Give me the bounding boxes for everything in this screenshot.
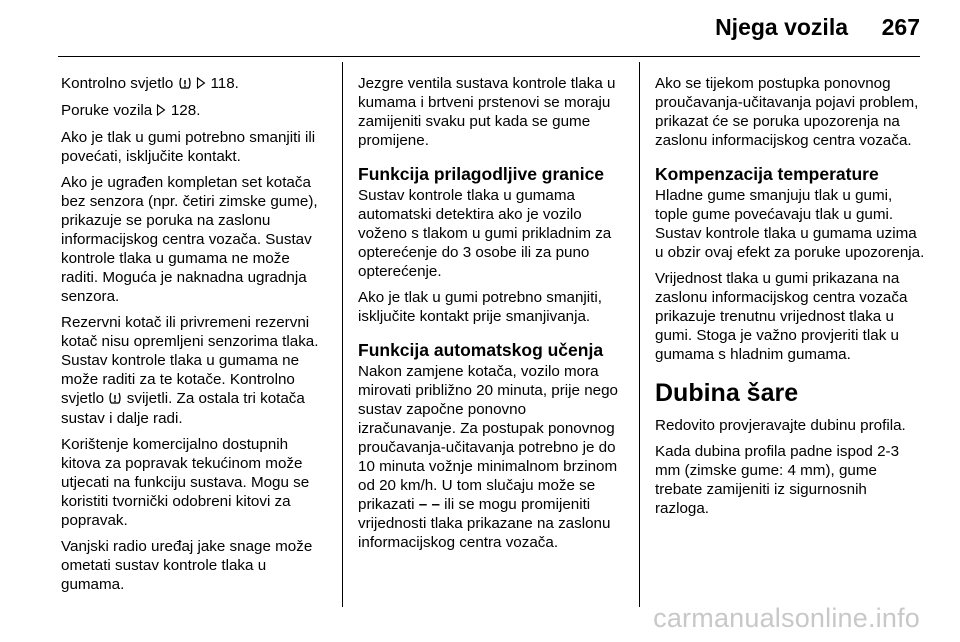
- paragraph: Ako je tlak u gumi potrebno smanjiti, isključite kontakt prije smanjivanja.: [358, 289, 602, 325]
- page-reference: 118.: [210, 75, 239, 92]
- paragraph: Vrijednost tlaka u gumi prikazana na zaslonu informacijskog centra vozača prikazuje trenutnu vrijednost tlaka u gumi. Stoga je važno provjeriti tlak u gumama s hladnim gumama.: [655, 270, 908, 363]
- column-divider-2: [639, 62, 640, 607]
- paragraph: Vanjski radio uređaj jake snage može ometati sustav kontrole tlaka u gumama.: [61, 538, 313, 593]
- paragraph: Ako se tijekom postupka ponovnog proučavanja-učitavanja pojavi problem, prikazat će se poruka upozorenja na zaslonu informacijskog centra vozača.: [655, 75, 919, 149]
- column-3: [655, 74, 925, 525]
- paragraph: [61, 313, 331, 428]
- page-reference-triangle-icon: [156, 103, 170, 119]
- column-divider-1: [342, 62, 343, 607]
- paragraph: Ako je tlak u gumi potrebno smanjiti ili povećati, isključite kontakt.: [61, 129, 316, 165]
- paragraph-text: Rezervni kotač ili privremeni rezervni kotač nisu opremljeni senzorima tlaka. Sustav kontrole tlaka u gumama ne može raditi za te kotače. Kontrolno svjetlo: [61, 314, 319, 407]
- section-heading: Kompenzacija temperature: [655, 164, 879, 184]
- paragraph: [61, 74, 331, 94]
- paragraph: [358, 362, 626, 552]
- paragraph: Kada dubina profila padne ispod 2-3 mm (zimske gume: 4 mm), gume trebate zamijeniti iz sigurnosnih razloga.: [655, 443, 900, 517]
- paragraph-text: svijetli. Za ostala tri kotača sustav i dalje radi.: [61, 390, 305, 427]
- header-title: Njega vozila: [715, 14, 848, 40]
- paragraph: Sustav kontrole tlaka u gumama automatski detektira ako je vozilo voženo s tlakom u gumi prikladnim za opterećenje do 3 osobe ili za puno opterećenje.: [358, 187, 612, 280]
- column-2: [358, 74, 626, 559]
- column-1: [61, 74, 331, 601]
- paragraph-text: Nakon zamjene kotača, vozilo mora mirovati približno 20 minuta, prije nego sustav započne ponovno izračunavanje. Za postupak ponovnog proučavanja-učitavanja potrebno je do 10 minuta vožnje minimalnom brzinom od 20 km/h. U tom slučaju može se prikazati: [358, 363, 619, 513]
- tpms-warning-icon: [108, 391, 126, 407]
- dash-indicator: – –: [418, 496, 440, 513]
- page-reference-triangle-icon: [196, 76, 210, 92]
- page-header: [0, 0, 960, 58]
- chapter-heading: Dubina šare: [655, 379, 799, 407]
- paragraph: Korištenje komercijalno dostupnih kitova za popravak tekućinom može utjecati na funkciju sustava. Mogu se koristiti tvornički odobreni kitovi za popravak.: [61, 436, 310, 529]
- page-reference: 128.: [170, 102, 201, 119]
- section-heading: Funkcija automatskog učenja: [358, 340, 604, 360]
- paragraph: Hladne gume smanjuju tlak u gumi, tople gume povećavaju tlak u gumi. Sustav kontrole tlaka u gumama uzima u obzir ovaj efekt za poruke upozorenja.: [655, 187, 925, 261]
- tpms-warning-icon: [178, 76, 196, 92]
- paragraph: [61, 101, 331, 121]
- paragraph: Ako je ugrađen kompletan set kotača bez senzora (npr. četiri zimske gume), prikazuje se poruka na zaslonu informacijskog centra vozača. Sustav kontrole tlaka u gumama ne može raditi. Moguća je naknadna ugradnja senzora.: [61, 174, 318, 305]
- paragraph: Jezgre ventila sustava kontrole tlaka u kumama i brtveni prstenovi se moraju zamijeniti svaku put kada se gume promijene.: [358, 75, 616, 149]
- paragraph-text: Kontrolno svjetlo: [61, 75, 174, 92]
- paragraph-text: ili se mogu promijeniti vrijednosti tlaka prikazane na zaslonu informacijskog centra vozača.: [358, 496, 611, 551]
- page-number: 267: [881, 14, 920, 40]
- paragraph: Redovito provjeravajte dubinu profila.: [655, 417, 906, 434]
- section-heading: Funkcija prilagodljive granice: [358, 164, 605, 184]
- paragraph-text: Poruke vozila: [61, 102, 153, 119]
- header-rule: [58, 56, 920, 57]
- watermark-text: carmanualsonline.info: [653, 603, 920, 633]
